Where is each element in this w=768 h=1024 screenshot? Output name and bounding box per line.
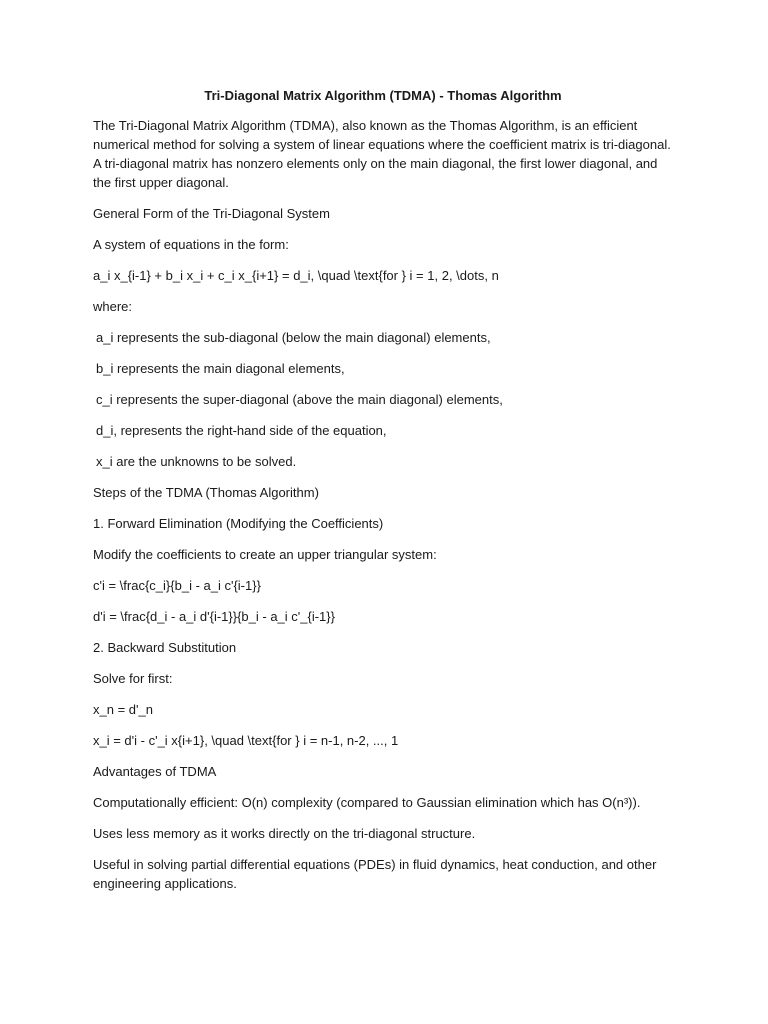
advantage-item: Uses less memory as it works directly on the tri-diagonal structure. (93, 826, 476, 841)
backward-equation-xn: x_n = d'_n (93, 702, 153, 717)
system-intro: A system of equations in the form: (93, 237, 289, 252)
forward-equation-d: d'i = \frac{d_i - a_i d'{i-1}}{b_i - a_i c'_{i-1}} (93, 609, 335, 624)
steps-heading: Steps of the TDMA (Thomas Algorithm) (93, 485, 319, 500)
document-title: Tri-Diagonal Matrix Algorithm (TDMA) - Thomas Algorithm (204, 88, 562, 103)
backward-intro: Solve for first: (93, 671, 173, 686)
advantage-item: Useful in solving partial differential equations (PDEs) in fluid dynamics, heat conduction, and other engineering applications. (93, 857, 657, 891)
definition-item: b_i represents the main diagonal elements, (96, 361, 345, 376)
backward-heading: 2. Backward Substitution (93, 640, 237, 655)
forward-equation-c: c'i = \frac{c_i}{b_i - a_i c'{i-1}} (93, 578, 261, 593)
forward-heading: 1. Forward Elimination (Modifying the Coefficients) (93, 516, 384, 531)
forward-intro: Modify the coefficients to create an upper triangular system: (93, 547, 437, 562)
definition-item: d_i, represents the right-hand side of the equation, (96, 423, 387, 438)
general-form-heading: General Form of the Tri-Diagonal System (93, 206, 330, 221)
definition-item: x_i are the unknowns to be solved. (96, 454, 297, 469)
system-equation: a_i x_{i-1} + b_i x_i + c_i x_{i+1} = d_i, \quad \text{for } i = 1, 2, \dots, n (93, 268, 499, 283)
document-page (93, 86, 673, 905)
where-label: where: (93, 299, 133, 314)
backward-equation-xi: x_i = d'i - c'_i x{i+1}, \quad \text{for } i = n-1, n-2, ..., 1 (93, 733, 399, 748)
definition-item: a_i represents the sub-diagonal (below the main diagonal) elements, (96, 330, 491, 345)
advantages-heading: Advantages of TDMA (93, 764, 217, 779)
advantage-item: Computationally efficient: O(n) complexity (compared to Gaussian elimination which has O(n³)). (93, 795, 641, 810)
definition-item: c_i represents the super-diagonal (above the main diagonal) elements, (96, 392, 503, 407)
intro-paragraph: The Tri-Diagonal Matrix Algorithm (TDMA), also known as the Thomas Algorithm, is an efficient numerical method for solving a system of linear equations where the coefficient matrix is tri-diagonal. A tri-diagonal matrix has nonzero elements only on the main diagonal, the first lower diagonal, and the first upper diagonal. (93, 118, 671, 190)
